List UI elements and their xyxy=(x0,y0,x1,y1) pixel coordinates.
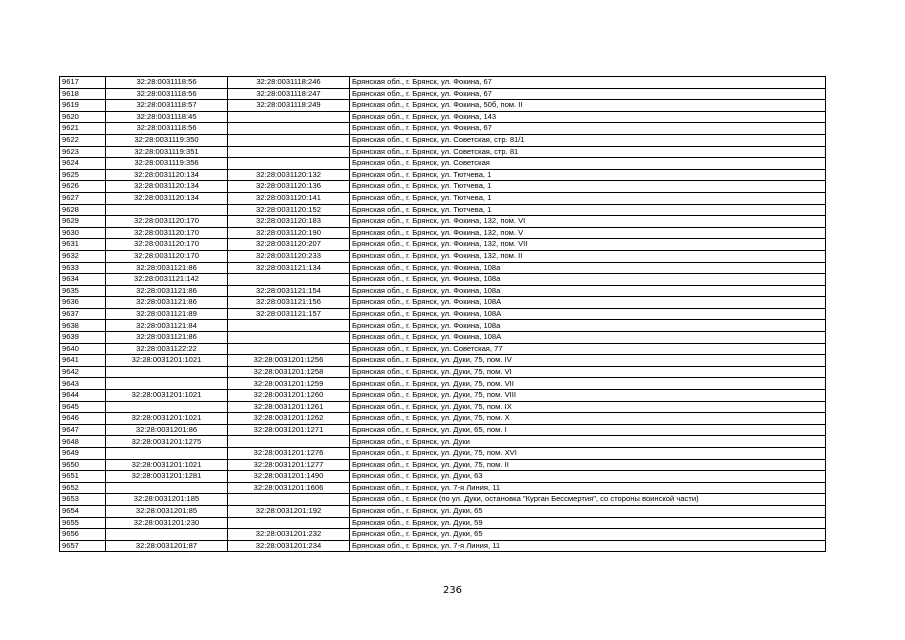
table-row xyxy=(60,169,826,181)
land-cadastral-number-cell: 32:28:0031118:56 xyxy=(106,88,228,100)
table-row xyxy=(60,459,826,471)
row-number-cell: 9618 xyxy=(60,88,106,100)
row-number-cell: 9627 xyxy=(60,192,106,204)
address-cell: Брянская обл., г. Брянск, ул. Дуки, 65, пом. I xyxy=(350,424,826,436)
object-cadastral-number-cell: 32:28:0031121:154 xyxy=(228,285,350,297)
row-number-cell: 9634 xyxy=(60,274,106,286)
row-number-cell: 9643 xyxy=(60,378,106,390)
row-number-cell: 9623 xyxy=(60,146,106,158)
row-number-cell: 9632 xyxy=(60,250,106,262)
address-cell: Брянская обл., г. Брянск, ул. Фокина, 132, пом. VI xyxy=(350,216,826,228)
address-cell: Брянская обл., г. Брянск, ул. Фокина, 108а xyxy=(350,320,826,332)
table-row xyxy=(60,227,826,239)
table-row xyxy=(60,413,826,425)
land-cadastral-number-cell: 32:28:0031120:170 xyxy=(106,250,228,262)
table-body xyxy=(60,77,826,552)
object-cadastral-number-cell xyxy=(228,436,350,448)
row-number-cell: 9648 xyxy=(60,436,106,448)
row-number-cell: 9644 xyxy=(60,390,106,402)
land-cadastral-number-cell xyxy=(106,204,228,216)
object-cadastral-number-cell xyxy=(228,274,350,286)
address-cell: Брянская обл., г. Брянск, ул. Фокина, 132, пом. II xyxy=(350,250,826,262)
address-cell: Брянская обл., г. Брянск, ул. Фокина, 132, пом. V xyxy=(350,227,826,239)
object-cadastral-number-cell: 32:28:0031120:233 xyxy=(228,250,350,262)
table-row xyxy=(60,134,826,146)
table-row xyxy=(60,401,826,413)
row-number-cell: 9633 xyxy=(60,262,106,274)
land-cadastral-number-cell: 32:28:0031120:170 xyxy=(106,227,228,239)
table-row xyxy=(60,529,826,541)
row-number-cell: 9629 xyxy=(60,216,106,228)
address-cell: Брянская обл., г. Брянск, ул. Дуки, 75, пом. X xyxy=(350,413,826,425)
land-cadastral-number-cell xyxy=(106,482,228,494)
address-cell: Брянская обл., г. Брянск, ул. Советская, стр. 81 xyxy=(350,146,826,158)
address-cell: Брянская обл., г. Брянск, ул. Фокина, 108а xyxy=(350,274,826,286)
object-cadastral-number-cell: 32:28:0031201:1271 xyxy=(228,424,350,436)
object-cadastral-number-cell: 32:28:0031121:134 xyxy=(228,262,350,274)
row-number-cell: 9625 xyxy=(60,169,106,181)
address-cell: Брянская обл., г. Брянск, ул. 7-я Линия, 11 xyxy=(350,540,826,552)
row-number-cell: 9628 xyxy=(60,204,106,216)
land-cadastral-number-cell: 32:28:0031201:1021 xyxy=(106,355,228,367)
object-cadastral-number-cell: 32:28:0031118:249 xyxy=(228,100,350,112)
row-number-cell: 9635 xyxy=(60,285,106,297)
object-cadastral-number-cell: 32:28:0031120:183 xyxy=(228,216,350,228)
row-number-cell: 9649 xyxy=(60,448,106,460)
object-cadastral-number-cell xyxy=(228,146,350,158)
row-number-cell: 9656 xyxy=(60,529,106,541)
land-cadastral-number-cell: 32:28:0031121:86 xyxy=(106,332,228,344)
address-cell: Брянская обл., г. Брянск, ул. Фокина, 143 xyxy=(350,111,826,123)
object-cadastral-number-cell: 32:28:0031201:1276 xyxy=(228,448,350,460)
table-row xyxy=(60,274,826,286)
row-number-cell: 9617 xyxy=(60,77,106,89)
address-cell: Брянская обл., г. Брянск, ул. Дуки, 75, пом. IV xyxy=(350,355,826,367)
land-cadastral-number-cell: 32:28:0031121:89 xyxy=(106,308,228,320)
row-number-cell: 9637 xyxy=(60,308,106,320)
object-cadastral-number-cell: 32:28:0031201:1277 xyxy=(228,459,350,471)
object-cadastral-number-cell: 32:28:0031118:247 xyxy=(228,88,350,100)
object-cadastral-number-cell: 32:28:0031201:1606 xyxy=(228,482,350,494)
object-cadastral-number-cell: 32:28:0031120:136 xyxy=(228,181,350,193)
land-cadastral-number-cell xyxy=(106,378,228,390)
page-number: 236 xyxy=(442,585,463,596)
address-cell: Брянская обл., г. Брянск, ул. Дуки, 75, пом. VIII xyxy=(350,390,826,402)
table-row xyxy=(60,262,826,274)
table-row xyxy=(60,436,826,448)
address-cell: Брянская обл., г. Брянск, ул. Фокина, 50б, пом. II xyxy=(350,100,826,112)
table-row xyxy=(60,216,826,228)
land-cadastral-number-cell: 32:28:0031118:57 xyxy=(106,100,228,112)
table-row xyxy=(60,297,826,309)
row-number-cell: 9647 xyxy=(60,424,106,436)
land-cadastral-number-cell: 32:28:0031120:170 xyxy=(106,216,228,228)
land-cadastral-number-cell: 32:28:0031201:1021 xyxy=(106,413,228,425)
object-cadastral-number-cell: 32:28:0031121:156 xyxy=(228,297,350,309)
object-cadastral-number-cell xyxy=(228,123,350,135)
row-number-cell: 9655 xyxy=(60,517,106,529)
object-cadastral-number-cell: 32:28:0031201:232 xyxy=(228,529,350,541)
table-row xyxy=(60,204,826,216)
address-cell: Брянская обл., г. Брянск, ул. Тютчева, 1 xyxy=(350,169,826,181)
land-cadastral-number-cell: 32:28:0031119:356 xyxy=(106,158,228,170)
row-number-cell: 9652 xyxy=(60,482,106,494)
row-number-cell: 9619 xyxy=(60,100,106,112)
object-cadastral-number-cell: 32:28:0031201:234 xyxy=(228,540,350,552)
table-row xyxy=(60,88,826,100)
row-number-cell: 9630 xyxy=(60,227,106,239)
land-cadastral-number-cell xyxy=(106,366,228,378)
row-number-cell: 9638 xyxy=(60,320,106,332)
table-row xyxy=(60,285,826,297)
row-number-cell: 9640 xyxy=(60,343,106,355)
row-number-cell: 9642 xyxy=(60,366,106,378)
table-row xyxy=(60,123,826,135)
table-row xyxy=(60,505,826,517)
land-cadastral-number-cell: 32:28:0031201:230 xyxy=(106,517,228,529)
row-number-cell: 9641 xyxy=(60,355,106,367)
table-row xyxy=(60,471,826,483)
row-number-cell: 9650 xyxy=(60,459,106,471)
table-row xyxy=(60,320,826,332)
land-cadastral-number-cell: 32:28:0031201:86 xyxy=(106,424,228,436)
land-cadastral-number-cell xyxy=(106,401,228,413)
land-cadastral-number-cell: 32:28:0031121:142 xyxy=(106,274,228,286)
land-cadastral-number-cell: 32:28:0031120:134 xyxy=(106,192,228,204)
object-cadastral-number-cell: 32:28:0031201:1262 xyxy=(228,413,350,425)
land-cadastral-number-cell: 32:28:0031121:86 xyxy=(106,285,228,297)
object-cadastral-number-cell xyxy=(228,494,350,506)
object-cadastral-number-cell xyxy=(228,111,350,123)
object-cadastral-number-cell: 32:28:0031201:192 xyxy=(228,505,350,517)
row-number-cell: 9626 xyxy=(60,181,106,193)
address-cell: Брянская обл., г. Брянск, ул. Тютчева, 1 xyxy=(350,192,826,204)
row-number-cell: 9651 xyxy=(60,471,106,483)
row-number-cell: 9624 xyxy=(60,158,106,170)
land-cadastral-number-cell: 32:28:0031120:134 xyxy=(106,181,228,193)
address-cell: Брянская обл., г. Брянск, ул. Дуки, 63 xyxy=(350,471,826,483)
address-cell: Брянская обл., г. Брянск, ул. Фокина, 108а xyxy=(350,285,826,297)
address-cell: Брянская обл., г. Брянск, ул. Дуки, 65 xyxy=(350,529,826,541)
address-cell: Брянская обл., г. Брянск, ул. Дуки, 75, пом. XVI xyxy=(350,448,826,460)
land-cadastral-number-cell: 32:28:0031119:351 xyxy=(106,146,228,158)
address-cell: Брянская обл., г. Брянск, ул. Дуки, 75, пом. II xyxy=(350,459,826,471)
land-cadastral-number-cell: 32:28:0031118:56 xyxy=(106,123,228,135)
table-row xyxy=(60,517,826,529)
table-row xyxy=(60,482,826,494)
land-cadastral-number-cell: 32:28:0031201:185 xyxy=(106,494,228,506)
table-row xyxy=(60,250,826,262)
table-row xyxy=(60,111,826,123)
table-row xyxy=(60,378,826,390)
object-cadastral-number-cell xyxy=(228,320,350,332)
land-cadastral-number-cell: 32:28:0031120:134 xyxy=(106,169,228,181)
table-row xyxy=(60,540,826,552)
address-cell: Брянская обл., г. Брянск, ул. Фокина, 108А xyxy=(350,308,826,320)
address-cell: Брянская обл., г. Брянск, ул. Дуки xyxy=(350,436,826,448)
object-cadastral-number-cell: 32:28:0031121:157 xyxy=(228,308,350,320)
row-number-cell: 9645 xyxy=(60,401,106,413)
address-cell: Брянская обл., г. Брянск, ул. Тютчева, 1 xyxy=(350,181,826,193)
address-cell: Брянская обл., г. Брянск, ул. Фокина, 67 xyxy=(350,77,826,89)
land-cadastral-number-cell xyxy=(106,529,228,541)
row-number-cell: 9646 xyxy=(60,413,106,425)
property-table xyxy=(59,76,826,552)
address-cell: Брянская обл., г. Брянск, ул. Фокина, 108А xyxy=(350,332,826,344)
address-cell: Брянская обл., г. Брянск, ул. Советская, стр. 81/1 xyxy=(350,134,826,146)
table-row xyxy=(60,355,826,367)
object-cadastral-number-cell xyxy=(228,134,350,146)
land-cadastral-number-cell: 32:28:0031118:45 xyxy=(106,111,228,123)
address-cell: Брянская обл., г. Брянск, ул. Советская, 77 xyxy=(350,343,826,355)
table-row xyxy=(60,343,826,355)
table-row xyxy=(60,146,826,158)
address-cell: Брянская обл., г. Брянск, ул. Фокина, 67 xyxy=(350,123,826,135)
row-number-cell: 9654 xyxy=(60,505,106,517)
object-cadastral-number-cell xyxy=(228,517,350,529)
address-cell: Брянская обл., г. Брянск, ул. Фокина, 108а xyxy=(350,262,826,274)
row-number-cell: 9657 xyxy=(60,540,106,552)
row-number-cell: 9622 xyxy=(60,134,106,146)
object-cadastral-number-cell: 32:28:0031120:152 xyxy=(228,204,350,216)
land-cadastral-number-cell: 32:28:0031121:84 xyxy=(106,320,228,332)
land-cadastral-number-cell: 32:28:0031201:1021 xyxy=(106,459,228,471)
address-cell: Брянская обл., г. Брянск, ул. Фокина, 67 xyxy=(350,88,826,100)
object-cadastral-number-cell: 32:28:0031120:132 xyxy=(228,169,350,181)
table-row xyxy=(60,332,826,344)
address-cell: Брянская обл., г. Брянск, ул. Дуки, 75, пом. VI xyxy=(350,366,826,378)
land-cadastral-number-cell: 32:28:0031201:1021 xyxy=(106,390,228,402)
object-cadastral-number-cell xyxy=(228,332,350,344)
object-cadastral-number-cell: 32:28:0031201:1258 xyxy=(228,366,350,378)
object-cadastral-number-cell xyxy=(228,158,350,170)
row-number-cell: 9631 xyxy=(60,239,106,251)
object-cadastral-number-cell: 32:28:0031120:141 xyxy=(228,192,350,204)
address-cell: Брянская обл., г. Брянск, ул. Дуки, 65 xyxy=(350,505,826,517)
address-cell: Брянская обл., г. Брянск, ул. 7-я Линия, 11 xyxy=(350,482,826,494)
table-row xyxy=(60,100,826,112)
land-cadastral-number-cell: 32:28:0031120:170 xyxy=(106,239,228,251)
object-cadastral-number-cell: 32:28:0031201:1490 xyxy=(228,471,350,483)
land-cadastral-number-cell: 32:28:0031118:56 xyxy=(106,77,228,89)
land-cadastral-number-cell: 32:28:0031201:1275 xyxy=(106,436,228,448)
land-cadastral-number-cell xyxy=(106,448,228,460)
object-cadastral-number-cell: 32:28:0031120:207 xyxy=(228,239,350,251)
land-cadastral-number-cell: 32:28:0031121:86 xyxy=(106,297,228,309)
land-cadastral-number-cell: 32:28:0031201:1281 xyxy=(106,471,228,483)
row-number-cell: 9620 xyxy=(60,111,106,123)
land-cadastral-number-cell: 32:28:0031201:85 xyxy=(106,505,228,517)
address-cell: Брянская обл., г. Брянск, ул. Фокина, 108А xyxy=(350,297,826,309)
address-cell: Брянская обл., г. Брянск (по ул. Дуки, остановка "Курган Бессмертия", со стороны воинской части) xyxy=(350,494,826,506)
address-cell: Брянская обл., г. Брянск, ул. Тютчева, 1 xyxy=(350,204,826,216)
table-row xyxy=(60,77,826,89)
object-cadastral-number-cell: 32:28:0031120:190 xyxy=(228,227,350,239)
row-number-cell: 9636 xyxy=(60,297,106,309)
object-cadastral-number-cell: 32:28:0031201:1260 xyxy=(228,390,350,402)
land-cadastral-number-cell: 32:28:0031119:350 xyxy=(106,134,228,146)
table-row xyxy=(60,181,826,193)
object-cadastral-number-cell xyxy=(228,343,350,355)
table-row xyxy=(60,366,826,378)
land-cadastral-number-cell: 32:28:0031121:86 xyxy=(106,262,228,274)
object-cadastral-number-cell: 32:28:0031118:246 xyxy=(228,77,350,89)
land-cadastral-number-cell: 32:28:0031201:87 xyxy=(106,540,228,552)
table-row xyxy=(60,424,826,436)
object-cadastral-number-cell: 32:28:0031201:1256 xyxy=(228,355,350,367)
table-row xyxy=(60,192,826,204)
table-row xyxy=(60,158,826,170)
address-cell: Брянская обл., г. Брянск, ул. Фокина, 132, пом. VII xyxy=(350,239,826,251)
row-number-cell: 9621 xyxy=(60,123,106,135)
table-row xyxy=(60,448,826,460)
address-cell: Брянская обл., г. Брянск, ул. Дуки, 59 xyxy=(350,517,826,529)
table-row xyxy=(60,239,826,251)
address-cell: Брянская обл., г. Брянск, ул. Дуки, 75, пом. IX xyxy=(350,401,826,413)
address-cell: Брянская обл., г. Брянск, ул. Дуки, 75, пом. VII xyxy=(350,378,826,390)
land-cadastral-number-cell: 32:28:0031122:22 xyxy=(106,343,228,355)
table-row xyxy=(60,494,826,506)
object-cadastral-number-cell: 32:28:0031201:1259 xyxy=(228,378,350,390)
row-number-cell: 9639 xyxy=(60,332,106,344)
table-row xyxy=(60,390,826,402)
address-cell: Брянская обл., г. Брянск, ул. Советская xyxy=(350,158,826,170)
table-row xyxy=(60,308,826,320)
row-number-cell: 9653 xyxy=(60,494,106,506)
object-cadastral-number-cell: 32:28:0031201:1261 xyxy=(228,401,350,413)
